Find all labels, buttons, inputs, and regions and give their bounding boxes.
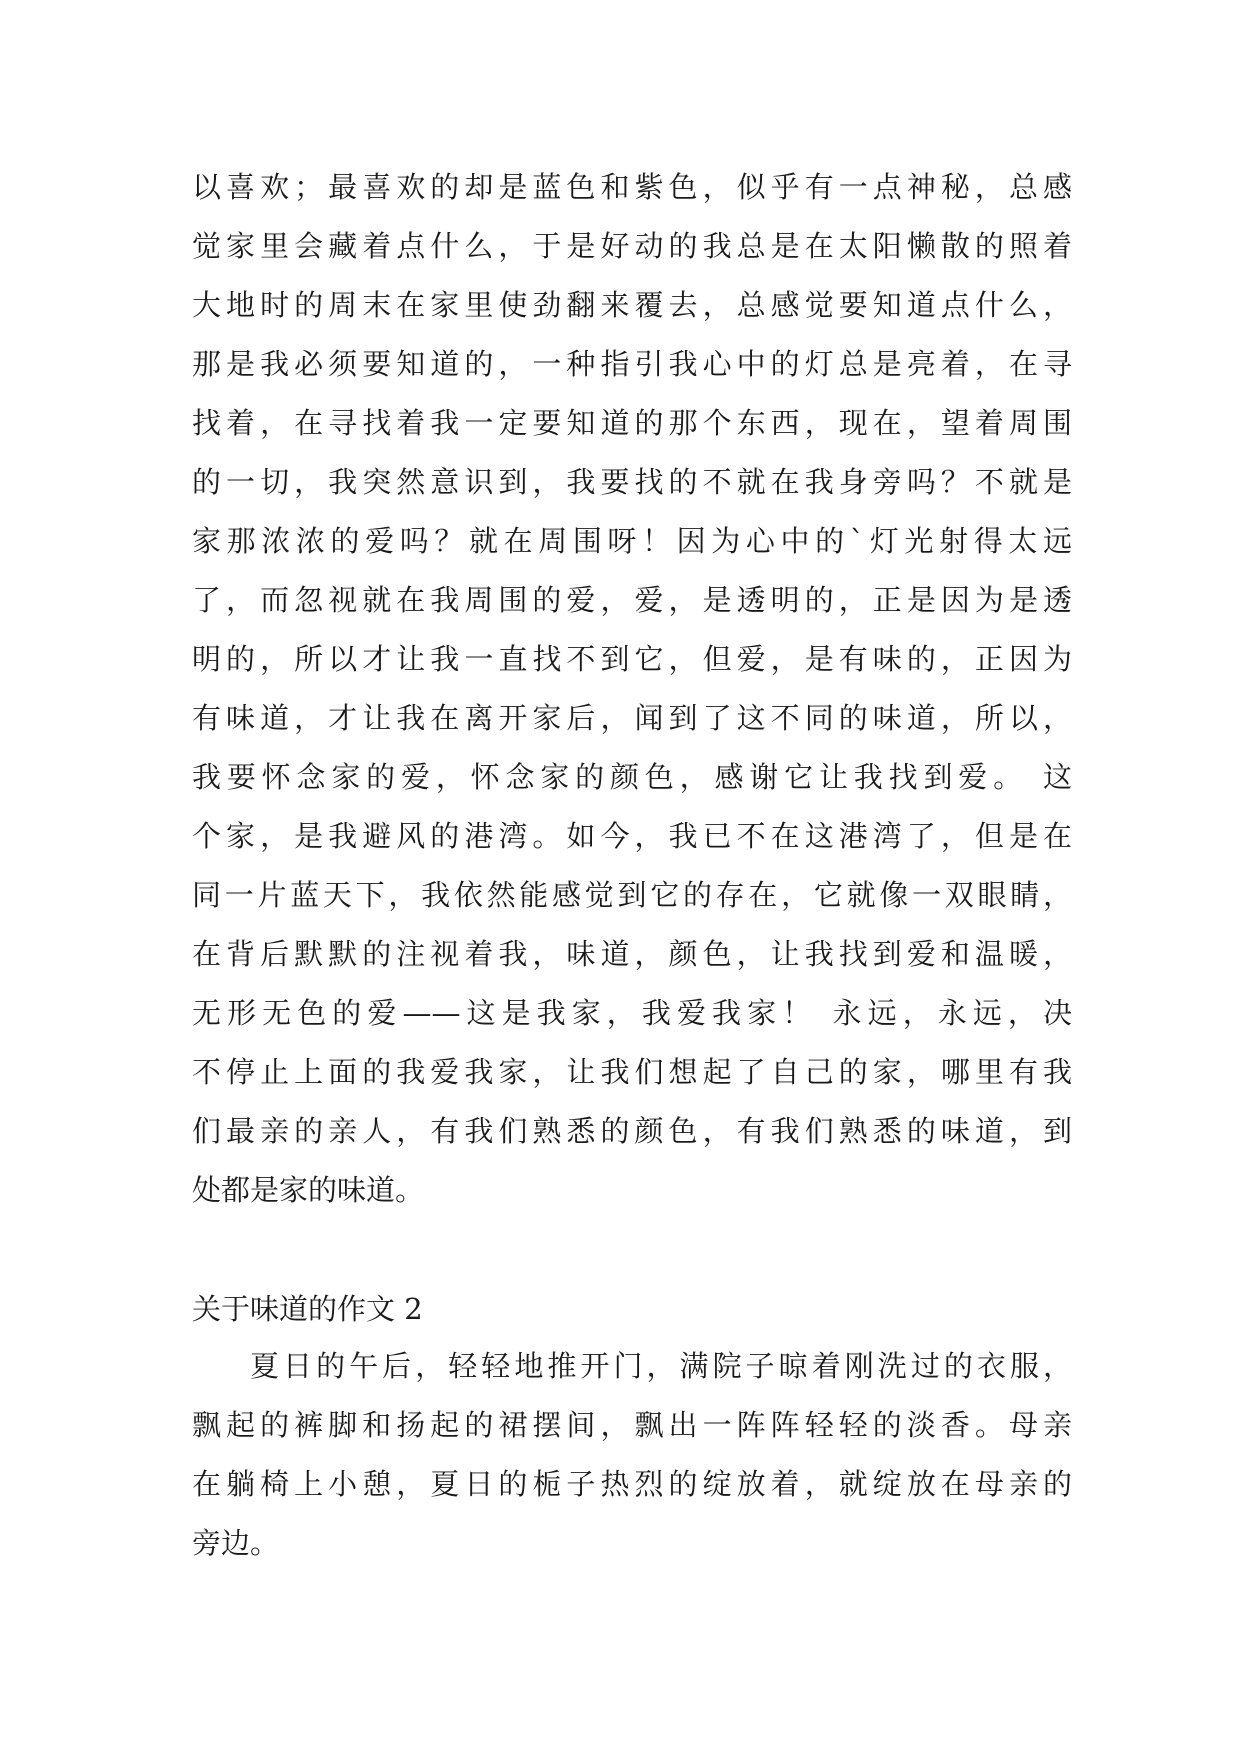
text-line: 家那浓浓的爱吗？就在周围呀！因为心中的`灯光射得太远 [192, 524, 1072, 558]
text-line: 找着，在寻找着我一定要知道的那个东西，现在，望着周围 [192, 406, 1072, 440]
text-line: 们最亲的亲人，有我们熟悉的颜色，有我们熟悉的味道，到 [192, 1114, 1072, 1148]
text-line: 的一切，我突然意识到，我要找的不就在我身旁吗？不就是 [192, 465, 1072, 499]
text-line: 同一片蓝天下，我依然能感觉到它的存在，它就像一双眼睛， [192, 878, 1072, 912]
section-paragraph [192, 1337, 1072, 1573]
text-line: 明的，所以才让我一直找不到它，但爱，是有味的，正因为 [192, 642, 1072, 676]
text-line: 飘起的裤脚和扬起的裙摆间，飘出一阵阵轻轻的淡香。母亲 [192, 1408, 1072, 1442]
text-line: 夏日的午后，轻轻地推开门，满院子晾着刚洗过的衣服， [250, 1349, 1072, 1383]
paragraph-gap [192, 1220, 1072, 1280]
text-line: 觉家里会藏着点什么，于是好动的我总是在太阳懒散的照着 [192, 229, 1072, 263]
text-line: 个家，是我避风的港湾。如今，我已不在这港湾了，但是在 [192, 819, 1072, 853]
text-line: 在躺椅上小憩，夏日的栀子热烈的绽放着，就绽放在母亲的 [192, 1467, 1072, 1501]
document-body [192, 158, 1072, 1573]
text-line: 大地时的周末在家里使劲翻来覆去，总感觉要知道点什么， [192, 288, 1072, 322]
text-line: 在背后默默的注视着我，味道，颜色，让我找到爱和温暖， [192, 937, 1072, 971]
text-line: 处都是家的味道。 [192, 1173, 425, 1207]
text-line: 那是我必须要知道的，一种指引我心中的灯总是亮着，在寻 [192, 347, 1072, 381]
paragraph-continued [192, 158, 1072, 1220]
text-line: 无形无色的爱——这是我家，我爱我家！ 永远，永远，决 [192, 996, 1072, 1030]
text-line: 以喜欢；最喜欢的却是蓝色和紫色，似乎有一点神秘，总感 [192, 170, 1072, 204]
text-line: 有味道，才让我在离开家后，闻到了这不同的味道，所以， [192, 701, 1072, 735]
text-line: 不停止上面的我爱我家，让我们想起了自己的家，哪里有我 [192, 1055, 1072, 1089]
text-line: 旁边。 [192, 1526, 280, 1560]
text-line: 了，而忽视就在我周围的爱，爱，是透明的，正是因为是透 [192, 583, 1072, 617]
section-heading: 关于味道的作文 2 [192, 1292, 423, 1326]
text-line: 我要怀念家的爱，怀念家的颜色，感谢它让我找到爱。 这 [192, 760, 1072, 794]
